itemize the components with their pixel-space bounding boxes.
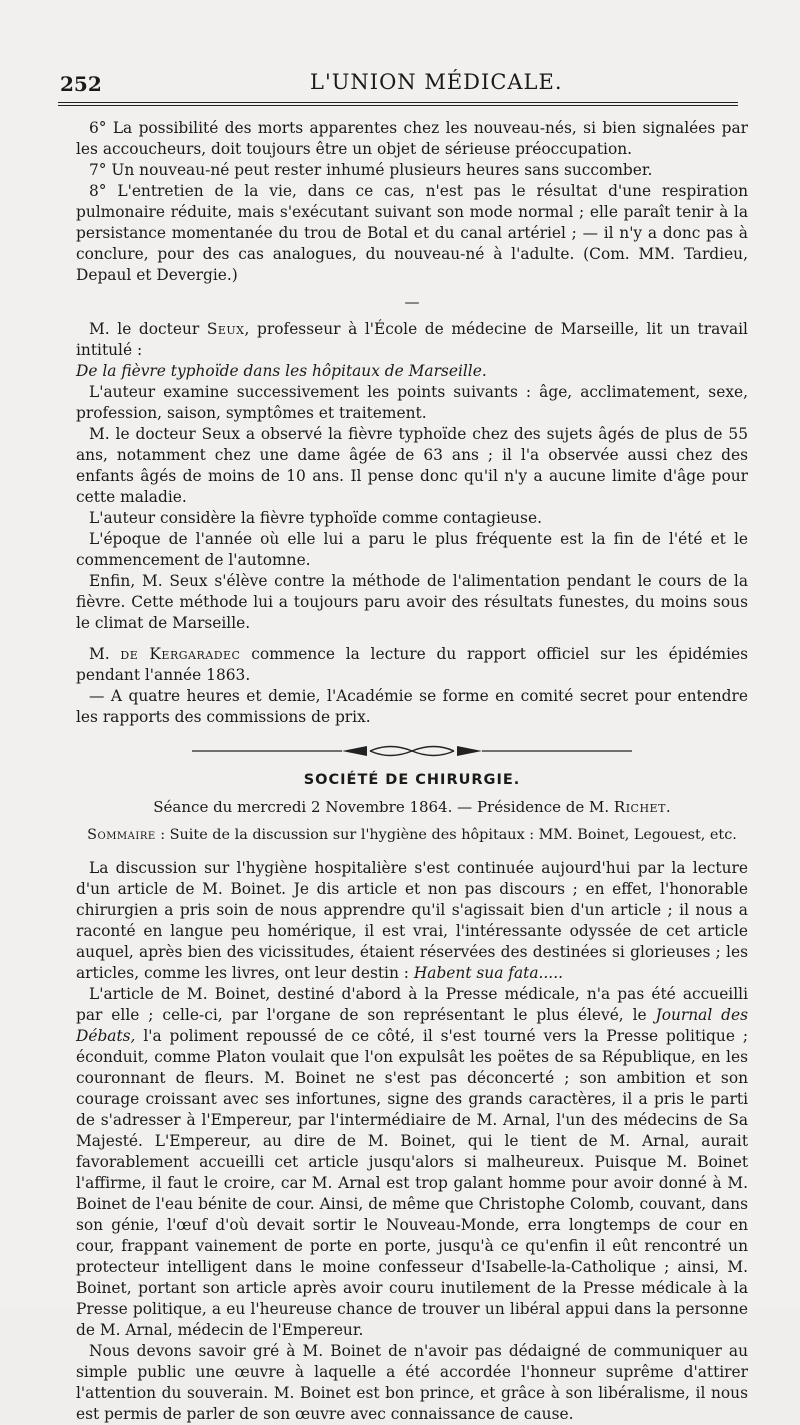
president-name: Richet	[613, 798, 666, 816]
paragraph-point-7: 7° Un nouveau-né peut rester inhumé plusieurs heures sans succomber.	[89, 161, 653, 179]
summary-line	[76, 825, 748, 846]
discussion-text: La discussion sur l'hygiène hospitalière s'est continuée aujourd'hui par la lecture d'un article de M. Boinet. Je dis article et non pas discours ; en effet, l'honorable chirurgien a pris soin de nous apprendre qu'il s'agissait bien d'un article ; il nous a raconté en langue peu homérique, il est vrai, l'intéressante odyssée de cet article auquel, après bien des vicissitudes, étaient réservées des destinées si glorieuses ; les articles, comme les livres, ont leur destin :	[76, 859, 748, 982]
paragraph-seux-season: L'époque de l'année où elle lui a paru le plus fréquente est la fin de l'été et le commencement de l'automne.	[76, 530, 748, 569]
section-title: SOCIÉTÉ DE CHIRURGIE.	[303, 772, 521, 788]
paragraph-gratitude: Nous devons savoir gré à M. Boinet de n'avoir pas dédaigné de communiquer au simple public une œuvre à laquelle a été accordée l'honneur suprême d'attirer l'attention du souverain. M. Boinet est bon prince, et grâce à son libéralisme, il nous est permis de parler de son œuvre avec connaissance de cause.	[76, 1342, 748, 1423]
paragraph-point-6: 6° La possibilité des morts apparentes chez les nouveau-nés, si bien signalées par les accoucheurs, doit toujours être un objet de sérieuse préoccupation.	[76, 119, 748, 158]
seux-intro-suffix: , professeur à l'École de médecine de Marseille, lit un travail intitulé :	[76, 320, 748, 359]
session-suffix: .	[665, 798, 671, 816]
summary-label: Sommaire	[87, 827, 156, 843]
article-text-end: l'a poliment repoussé de ce côté, il s'est tourné vers la Presse politique ; éconduit, comme Platon voulait que l'on expulsât les poëtes de sa République, en les couronnant de fleurs. M. Boinet ne s'est pas déconcerté ; son ambition et son courage croissant avec ses infortunes, signe des grands caractères, il a pris le parti de s'adresser à l'Empereur, par l'intermédiaire de M. Arnal, l'un des médecins de Sa Majesté. L'Empereur, au dire de M. Boinet, qui le tient de M. Arnal, aurait favorablement accueilli cet article jusqu'alors si malheureux. Puisque M. Boinet l'affirme, il faut le croire, car M. Arnal est trop galant homme pour avoir donné à M. Boinet de l'eau bénite de cour. Ainsi, de même que Christophe Colomb, couvant, dans son génie, l'œuf d'où devait sortir le Nouveau-Monde, erra longtemps de cour en cour, frappant vainement de porte en porte, jusqu'à ce qu'enfin il eût rencontré un protecteur intelligent dans le moine confesseur d'Isabelle-la-Catholique ; ainsi, M. Boinet, portant son article après avoir couru inutilement de la Presse médicale à la Presse politique, a eu l'heureuse chance de trouver un libéral appui dans la personne de M. Arnal, médecin de l'Empereur.	[76, 1027, 748, 1339]
journal-name: Journal des Débats,	[76, 1006, 749, 1045]
spacer	[76, 634, 748, 644]
seux-name: Seux	[206, 320, 245, 338]
paragraph-boinet-article	[76, 984, 748, 1341]
section-dash: —	[404, 293, 420, 311]
kergaradec-suffix: commence la lecture du rapport officiel sur les épidémies pendant l'année 1863.	[76, 645, 749, 684]
journal-title: L'UNION MÉDICALE.	[310, 70, 563, 94]
ornamental-divider	[192, 742, 632, 760]
paragraph-seux-intro	[76, 319, 748, 361]
seux-intro-prefix: M. le docteur	[89, 320, 207, 338]
summary-text: : Suite de la discussion sur l'hygiène des hôpitaux : MM. Boinet, Legouest, etc.	[155, 827, 737, 843]
header-rule	[58, 102, 738, 106]
paragraph-kergaradec	[76, 644, 748, 686]
paragraph-point-8: 8° L'entretien de la vie, dans ce cas, n'est pas le résultat d'une respiration pulmonaire réduite, mais s'exécutant suivant son mode normal ; elle paraît tenir à la persistance momentanée du trou de Botal et du canal artériel ; — il n'y a donc pas à conclure, pour des cas analogues, du nouveau-né à l'adulte. (Com. MM. Tardieu, Depaul et Devergie.)	[76, 182, 748, 284]
paragraph-seux-age: M. le docteur Seux a observé la fièvre typhoïde chez des sujets âgés de plus de 55 ans, notamment chez une dame âgée de 63 ans ; il l'a observée aussi chez des enfants âgés de moins de 10 ans. Il pense donc qu'il n'y a aucune limite d'âge pour cette maladie.	[76, 425, 748, 506]
running-head	[60, 68, 750, 100]
paragraph-discussion	[76, 858, 748, 984]
kergaradec-prefix: M.	[89, 645, 121, 663]
paragraph-closing: — A quatre heures et demie, l'Académie se forme en comité secret pour entendre les rapports des commissions de prix.	[76, 687, 748, 726]
paragraph-seux-contagion: L'auteur considère la fièvre typhoïde comme contagieuse.	[89, 509, 542, 527]
article-text-start: L'article de M. Boinet, destiné d'abord à la Presse médicale, n'a pas été accueilli par elle ; celle-ci, par l'organe de son représentant le plus élevé, le	[76, 985, 748, 1024]
page-number: 252	[60, 72, 102, 96]
session-line	[76, 797, 748, 818]
paper-title: De la fièvre typhoïde dans les hôpitaux de Marseille.	[76, 362, 487, 380]
discussion-quote: Habent sua fata.....	[413, 964, 563, 982]
kergaradec-name: de Kergaradec	[120, 645, 241, 663]
paragraph-seux-alimentation: Enfin, M. Seux s'élève contre la méthode de l'alimentation pendant le cours de la fièvre. Cette méthode lui a toujours paru avoir des résultats funestes, du moins sous le climat de Marseille.	[76, 572, 748, 632]
session-prefix: Séance du mercredi 2 Novembre 1864. — Présidence de M.	[153, 798, 614, 816]
paragraph-seux-points: L'auteur examine successivement les points suivants : âge, acclimatement, sexe, profession, saison, symptômes et traitement.	[76, 383, 748, 422]
page-content	[76, 118, 748, 1425]
